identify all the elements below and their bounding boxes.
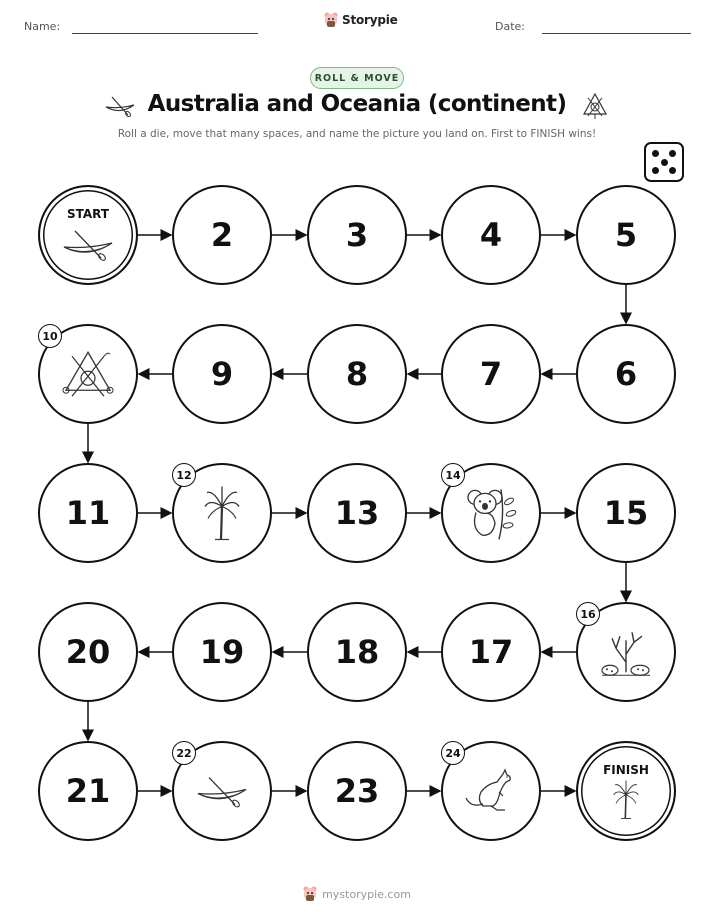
koala-icon: [461, 485, 521, 545]
space-number: 19: [199, 633, 245, 671]
space-number-badge: 10: [38, 324, 62, 348]
storypie-mascot-icon: [303, 886, 317, 902]
space-number: 11: [65, 494, 111, 532]
brand-name: Storypie: [342, 13, 398, 27]
space-number: 8: [345, 355, 369, 393]
board-space-5: [576, 185, 676, 285]
board-space-11: [38, 463, 138, 563]
activity-badge: ROLL & MOVE: [310, 67, 404, 89]
kangaroo-icon: [463, 768, 519, 818]
board-space-9: [172, 324, 272, 424]
start-label: START: [66, 207, 110, 221]
space-number: 6: [614, 355, 638, 393]
board-space-8: [307, 324, 407, 424]
board-space-3: [307, 185, 407, 285]
space-number: 13: [334, 494, 380, 532]
space-number: 9: [210, 355, 234, 393]
space-number: 4: [479, 216, 503, 254]
space-number: 21: [65, 772, 111, 810]
space-number-badge: 22: [172, 741, 196, 765]
space-number-badge: 24: [441, 741, 465, 765]
board-space-14: [441, 463, 541, 563]
board-space-2: [172, 185, 272, 285]
start-space: [38, 185, 138, 285]
space-number: 15: [603, 494, 649, 532]
board-space-20: [38, 602, 138, 702]
board-space-13: [307, 463, 407, 563]
finish-label: FINISH: [603, 763, 649, 777]
board-space-12: [172, 463, 272, 563]
board-space-23: [307, 741, 407, 841]
space-number: 20: [65, 633, 111, 671]
space-number: 23: [334, 772, 380, 810]
page-title: Australia and Oceania (continent): [147, 91, 567, 117]
finish-space: [576, 741, 676, 841]
board-space-4: [441, 185, 541, 285]
canoe-icon: [61, 227, 115, 265]
board-space-7: [441, 324, 541, 424]
dreamcatcher-icon: [60, 348, 116, 404]
space-number: 7: [479, 355, 503, 393]
board-space-21: [38, 741, 138, 841]
space-number: 3: [345, 216, 369, 254]
board-space-17: [441, 602, 541, 702]
board-space-18: [307, 602, 407, 702]
footer: [0, 886, 714, 902]
board-space-24: [441, 741, 541, 841]
date-label: Date:: [495, 20, 525, 33]
name-label: Name:: [24, 20, 61, 33]
instructions: Roll a die, move that many spaces, and name the picture you land on. First to FINISH wins!: [117, 128, 597, 140]
space-number-badge: 16: [576, 602, 600, 626]
space-number: 17: [468, 633, 514, 671]
board-space-22: [172, 741, 272, 841]
palm-tree-icon: [612, 779, 641, 824]
canoe-icon: [195, 774, 249, 812]
coral-icon: [598, 626, 654, 682]
board-space-19: [172, 602, 272, 702]
board-space-15: [576, 463, 676, 563]
board-space-10: [38, 324, 138, 424]
space-number: 5: [614, 216, 638, 254]
space-number-badge: 14: [441, 463, 465, 487]
board-space-6: [576, 324, 676, 424]
space-number: 2: [210, 216, 234, 254]
palm-tree-icon: [202, 484, 242, 546]
space-number: 18: [334, 633, 380, 671]
footer-url[interactable]: mystorypie.com: [322, 887, 411, 901]
space-number-badge: 12: [172, 463, 196, 487]
board-space-16: [576, 602, 676, 702]
